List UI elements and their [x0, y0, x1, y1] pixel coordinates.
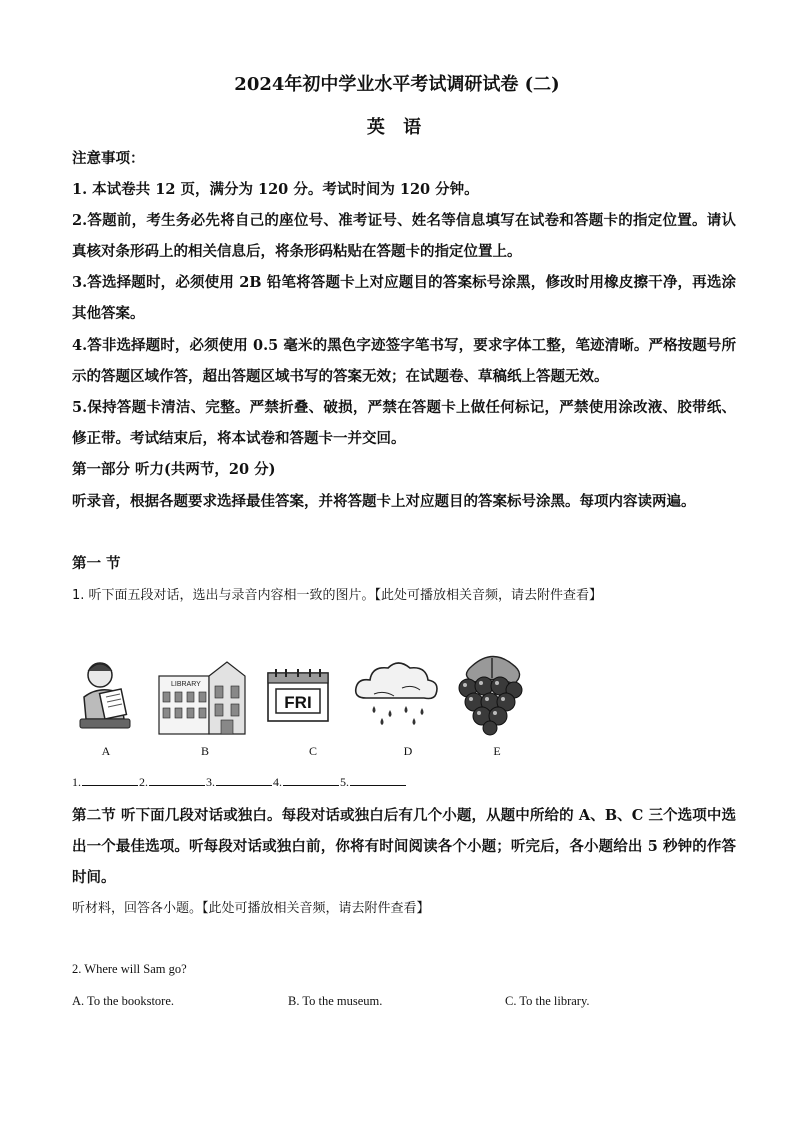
note-2: 2.答题前，考生务必先将自己的座位号、准考证号、姓名等信息填写在试卷和答题卡的指定位置。请认真核对条形码上的相关信息后，将条形码粘贴在答题卡的指定位置上。	[72, 212, 736, 260]
section2-instructions: 第二节 听下面几段对话或独白。每段对话或独白后有几个小题，从题中所给的 A、B、C 三个选项中选出一个最佳选项。听每段对话或独白前，你将有时间阅读各个小题；听完后，各小题给出 5 秒钟的作答时间。	[72, 807, 736, 886]
answer-blank-4[interactable]	[283, 775, 339, 786]
boy-reading-icon	[76, 657, 136, 732]
blank-label: 2.	[139, 775, 148, 789]
answer-blank-3[interactable]	[216, 775, 272, 786]
part1-instructions: 听录音，根据各题要求选择最佳答案，并将答题卡上对应题目的答案标号涂黑。每项内容读两遍。	[72, 493, 696, 510]
answer-blank-1[interactable]	[82, 775, 138, 786]
note-4: 4.答非选择题时，必须使用 0.5 毫米的黑色字迹签字笔书写，要求字体工整，笔迹清晰。严格按题号所示的答题区域作答，超出答题区域书写的答案无效；在试题卷、草稿纸上答题无效。	[72, 337, 736, 385]
subject-title: 英 语	[366, 117, 428, 138]
question-2-stem: 2. Where will Sam go?	[72, 962, 187, 976]
calendar-icon	[266, 667, 330, 723]
blank-label: 5.	[340, 775, 349, 789]
option-c[interactable]: C. To the library.	[505, 994, 590, 1008]
blank-label: 1.	[72, 775, 81, 789]
library-building-icon	[157, 660, 247, 738]
answer-blank-2[interactable]	[149, 775, 205, 786]
listening-material-prompt: 听材料，回答各小题。【此处可播放相关音频，请去附件查看】	[72, 901, 430, 916]
section1-heading: 第一 节	[72, 555, 121, 572]
question-1-prompt: 1. 听下面五段对话，选出与录音内容相一致的图片。【此处可播放相关音频，请去附件查看】	[72, 588, 603, 603]
answer-blank-5[interactable]	[350, 775, 406, 786]
note-1: 1. 本试卷共 12 页，满分为 120 分。考试时间为 120 分钟。	[72, 181, 479, 198]
notes-heading: 注意事项：	[72, 150, 145, 167]
paper-title: 2024年初中学业水平考试调研试卷 (二)	[234, 74, 560, 95]
calendar-day-text: FRI	[284, 693, 312, 712]
picture-label-d: D	[403, 744, 413, 758]
answer-blanks	[72, 775, 407, 790]
blank-label: 3.	[206, 775, 215, 789]
picture-label-b: B	[200, 744, 209, 758]
option-b[interactable]: B. To the museum.	[288, 994, 383, 1008]
note-5: 5.保持答题卡清洁、完整。严禁折叠、破损，严禁在答题卡上做任何标记，严禁使用涂改液、胶带纸、修正带。考试结束后，将本试卷和答题卡一并交回。	[72, 399, 736, 447]
picture-label-c: C	[308, 744, 317, 758]
picture-label-a: A	[101, 744, 111, 758]
picture-label-e: E	[493, 744, 501, 758]
blank-label: 4.	[273, 775, 282, 789]
library-sign: LIBRARY	[171, 681, 201, 688]
grapes-icon	[452, 652, 530, 736]
note-3: 3.答选择题时，必须使用 2B 铅笔将答题卡上对应题目的答案标号涂黑，修改时用橡皮擦干净，再选涂其他答案。	[72, 274, 736, 322]
option-a[interactable]: A. To the bookstore.	[72, 994, 175, 1008]
rain-cloud-icon	[352, 658, 440, 730]
part1-heading: 第一部分 听力(共两节，20 分)	[72, 461, 276, 478]
